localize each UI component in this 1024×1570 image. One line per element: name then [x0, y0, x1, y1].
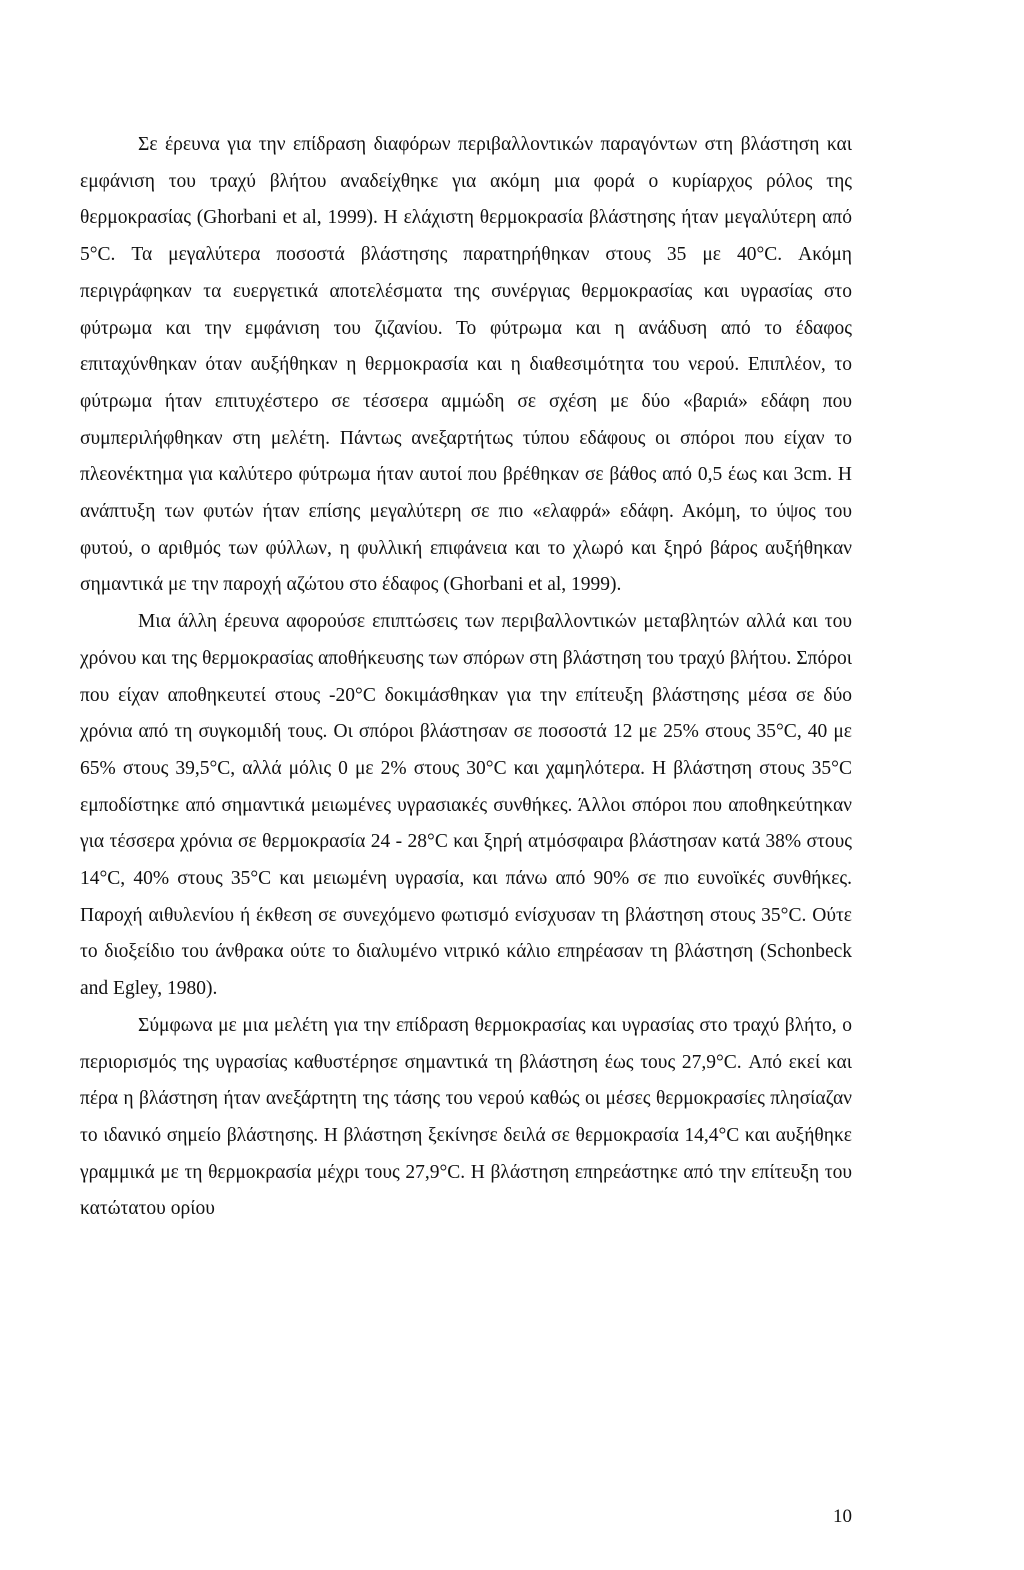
paragraph-3: Σύμφωνα με μια μελέτη για την επίδραση θερμοκρασίας και υγρασίας στο τραχύ βλήτο, ο περιορισμός της υγρασίας καθυστέρησε σημαντικά τη βλάστηση έως τους 27,9°C. Από εκεί και πέρα η βλάστηση ήταν ανεξάρτητη της τάσης του νερού καθώς οι μέσες θερμοκρασίες πλησίαζαν το ιδανικό σημείο βλάστησης. Η βλάστηση ξεκίνησε δειλά σε θερμοκρασία 14,4°C και αυξήθηκε γραμμικά με τη θερμοκρασία μέχρι τους 27,9°C. Η βλάστηση επηρεάστηκε από την επίτευξη του κατώτατου ορίου	[80, 1014, 852, 1220]
document-body	[80, 127, 852, 1228]
page-number: 10	[833, 1506, 852, 1527]
paragraph-1: Σε έρευνα για την επίδραση διαφόρων περιβαλλοντικών παραγόντων στη βλάστηση και εμφάνιση του τραχύ βλήτου αναδείχθηκε για ακόμη μια φορά ο κυρίαρχος ρόλος της θερμοκρασίας (Ghorbani et al, 1999). Η ελάχιστη θερμοκρασία βλάστησης ήταν μεγαλύτερη από 5°C. Τα μεγαλύτερα ποσοστά βλάστησης παρατηρήθηκαν στους 35 με 40°C. Ακόμη περιγράφηκαν τα ευεργετικά αποτελέσματα της συνέργιας θερμοκρασίας και υγρασίας στο φύτρωμα και την εμφάνιση του ζιζανίου. Το φύτρωμα και η ανάδυση από το έδαφος επιταχύνθηκαν όταν αυξήθηκαν η θερμοκρασία και η διαθεσιμότητα του νερού. Επιπλέον, το φύτρωμα ήταν επιτυχέστερο σε τέσσερα αμμώδη σε σχέση με δύο «βαριά» εδάφη που συμπεριλήφθηκαν στη μελέτη. Πάντως ανεξαρτήτως τύπου εδάφους οι σπόροι που είχαν το πλεονέκτημα για καλύτερο φύτρωμα ήταν αυτοί που βρέθηκαν σε βάθος από 0,5 έως και 3cm. Η ανάπτυξη των φυτών ήταν επίσης μεγαλύτερη σε πιο «ελαφρά» εδάφη. Ακόμη, το ύψος του φυτού, ο αριθμός των φύλλων, η φυλλική επιφάνεια και το χλωρό και ξηρό βάρος αυξήθηκαν σημαντικά με την παροχή αζώτου στο έδαφος (Ghorbani et al, 1999).	[80, 134, 852, 596]
paragraph-2: Μια άλλη έρευνα αφορούσε επιπτώσεις των περιβαλλοντικών μεταβλητών αλλά και του χρόνου και της θερμοκρασίας αποθήκευσης των σπόρων στη βλάστηση του τραχύ βλήτου. Σπόροι που είχαν αποθηκευτεί στους -20°C δοκιμάσθηκαν για την επίτευξη βλάστησης μέσα σε δύο χρόνια από τη συγκομιδή τους. Οι σπόροι βλάστησαν σε ποσοστά 12 με 25% στους 35°C, 40 με 65% στους 39,5°C, αλλά μόλις 0 με 2% στους 30°C και χαμηλότερα. Η βλάστηση στους 35°C εμποδίστηκε από σημαντικά μειωμένες υγρασιακές συνθήκες. Άλλοι σπόροι που αποθηκεύτηκαν για τέσσερα χρόνια σε θερμοκρασία 24 - 28°C και ξηρή ατμόσφαιρα βλάστησαν κατά 38% στους 14°C, 40% στους 35°C και μειωμένη υγρασία, και πάνω από 90% σε πιο ευνοϊκές συνθήκες. Παροχή αιθυλενίου ή έκθεση σε συνεχόμενο φωτισμό ενίσχυσαν τη βλάστηση στους 35°C. Ούτε το διοξείδιο του άνθρακα ούτε το διαλυμένο νιτρικό κάλιο επηρέασαν τη βλάστηση (Schonbeck and Egley, 1980).	[80, 611, 852, 1000]
